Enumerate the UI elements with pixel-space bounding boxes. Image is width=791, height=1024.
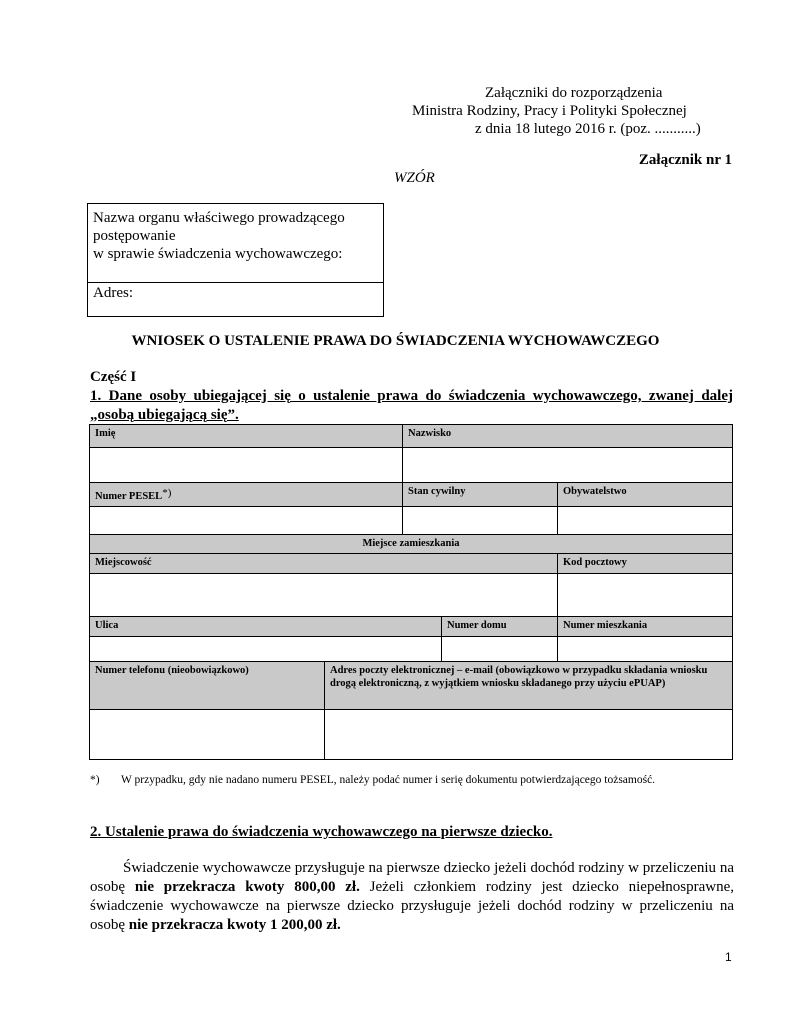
template-label: WZÓR	[394, 170, 435, 186]
footnote-text: W przypadku, gdy nie nadano numeru PESEL, należy podać numer i serię dokumentu potwierdzającego tożsamość.	[121, 774, 656, 786]
organ-label-line-2: postępowanie	[93, 228, 176, 244]
pesel-footnote-mark: *)	[162, 487, 172, 499]
street-header: Ulica	[89, 616, 442, 637]
income-limit-2: nie przekracza kwoty 1 200,00 zł.	[128, 917, 341, 933]
house-number-header: Numer domu	[441, 616, 558, 637]
header-line-1: Załączniki do rozporządzenia	[485, 85, 663, 101]
section-2-text-2: Jeżeli członkiem rodziny jest dziecko niepełnosprawne, świadczenie wychowawcze na pierwsze dziecko przysługuje jeżeli dochód rodziny w przeliczeniu na osobę	[90, 879, 735, 933]
postal-code-header: Kod pocztowy	[557, 553, 733, 574]
street-input[interactable]	[89, 636, 442, 662]
part-label: Część I	[90, 369, 137, 385]
header-line-3: z dnia 18 lutego 2016 r. (poz. ...........)	[475, 121, 701, 137]
house-number-input[interactable]	[441, 636, 558, 662]
section-1-heading: 1. Dane osoby ubiegającej się o ustalenie prawa do świadczenia wychowawczego, zwanej dalej „osobą ubiegającą się”.	[90, 388, 733, 423]
citizenship-input[interactable]	[557, 506, 733, 535]
civil-status-header: Stan cywilny	[402, 482, 558, 507]
phone-input[interactable]	[89, 709, 325, 760]
form-title: WNIOSEK O USTALENIE PRAWA DO ŚWIADCZENIA WYCHOWAWCZEGO	[131, 333, 660, 349]
header-line-2: Ministra Rodziny, Pracy i Polityki Społecznej	[412, 103, 687, 119]
apartment-number-header: Numer mieszkania	[557, 616, 733, 637]
applicant-data-table	[89, 424, 733, 760]
first-name-header: Imię	[89, 424, 403, 448]
phone-header: Numer telefonu (nieobowiązkowo)	[89, 661, 325, 710]
pesel-input[interactable]	[89, 506, 403, 535]
section-2-heading: 2. Ustalenie prawa do świadczenia wychowawczego na pierwsze dziecko.	[90, 824, 553, 840]
last-name-input[interactable]	[402, 447, 733, 483]
locality-input[interactable]	[89, 573, 558, 617]
email-header: Adres poczty elektronicznej – e-mail (obowiązkowo w przypadku składania wniosku drogą elektroniczną, z wyjątkiem wniosku składanego przy użyciu ePUAP)	[324, 661, 733, 710]
organ-label-line-1: Nazwa organu właściwego prowadzącego	[93, 210, 345, 226]
civil-status-input[interactable]	[402, 506, 558, 535]
citizenship-header: Obywatelstwo	[557, 482, 733, 507]
section-2-text-1: Świadczenie wychowawcze przysługuje na pierwsze dziecko jeżeli dochód rodziny w przeliczeniu na osobę	[90, 860, 734, 895]
apartment-number-input[interactable]	[557, 636, 733, 662]
organ-label-line-3: w sprawie świadczenia wychowawczego:	[93, 246, 343, 262]
income-limit-1: nie przekracza kwoty 800,00 zł.	[134, 879, 360, 895]
residence-header: Miejsce zamieszkania	[89, 534, 733, 554]
first-name-input[interactable]	[89, 447, 403, 483]
postal-code-input[interactable]	[557, 573, 733, 617]
pesel-header	[89, 482, 403, 507]
section-2-paragraph	[90, 859, 734, 935]
page-number: 1	[725, 950, 732, 964]
footnote-mark: *)	[90, 774, 100, 786]
pesel-label: Numer PESEL	[95, 491, 163, 502]
organ-box	[87, 203, 384, 317]
organ-address-label: Adres:	[93, 285, 133, 301]
organ-name-field[interactable]	[88, 204, 383, 283]
last-name-header: Nazwisko	[402, 424, 733, 448]
annex-label: Załącznik nr 1	[638, 152, 732, 168]
locality-header: Miejscowość	[89, 553, 558, 574]
email-input[interactable]	[324, 709, 733, 760]
